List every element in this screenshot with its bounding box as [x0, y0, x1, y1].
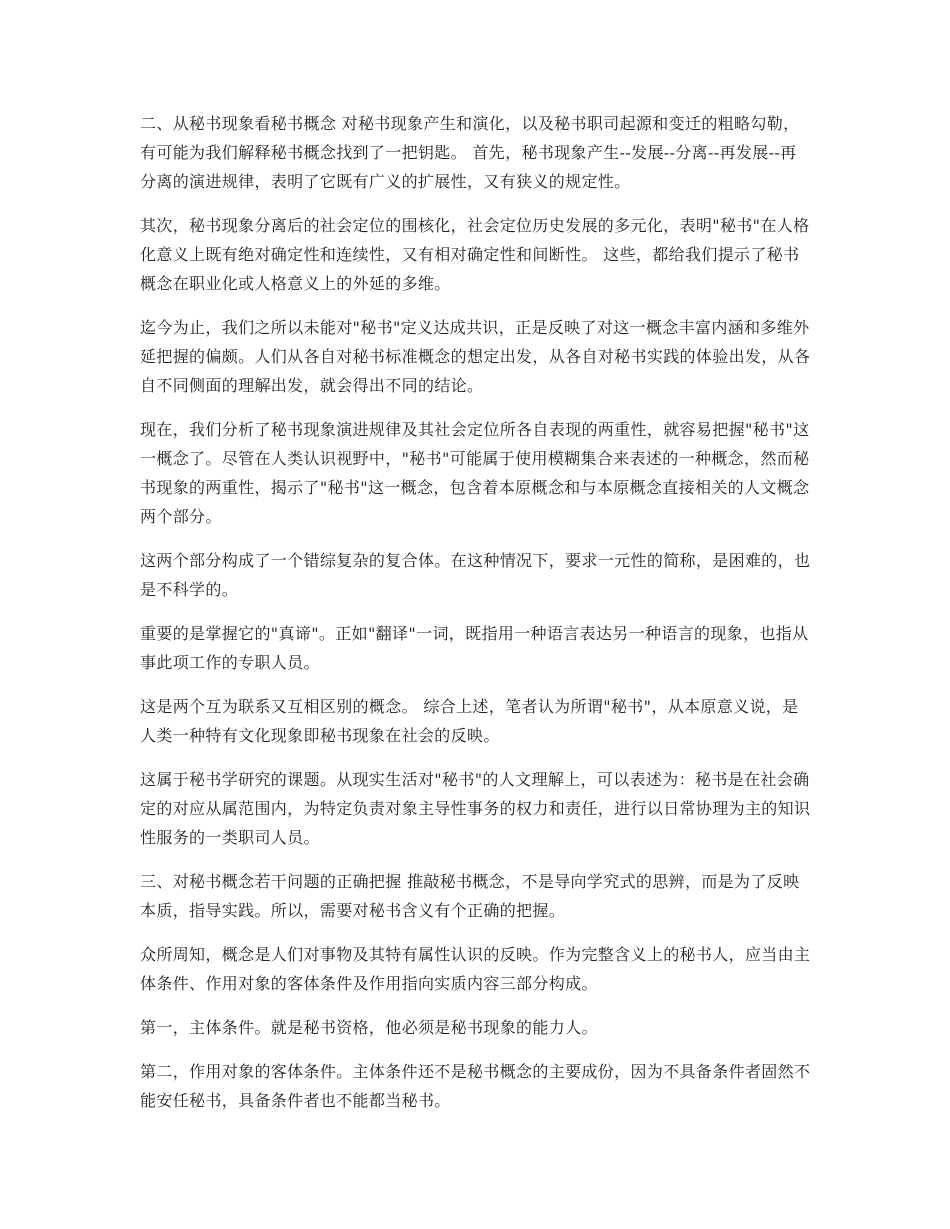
paragraph: 迄今为止，我们之所以未能对"秘书"定义达成共识，正是反映了对这一概念丰富内涵和多维外延把握的偏颇。人们从各自对秘书标准概念的想定出发，从各自对秘书实践的体验出发，从各自不同侧面的理解出发，就会得出不同的结论。: [140, 318, 811, 395]
paragraph: 第一，主体条件。就是秘书资格，他必须是秘书现象的能力人。: [140, 1018, 598, 1037]
paragraph: 三、对秘书概念若干问题的正确把握 推敲秘书概念，不是导向学究式的思辨，而是为了反映本质，指导实践。所以，需要对秘书含义有个正确的把握。: [140, 872, 800, 920]
paragraph: 重要的是掌握它的"真谛"。正如"翻译"一词，既指用一种语言表达另一种语言的现象，也指从事此项工作的专职人员。: [140, 624, 809, 672]
paragraph: 这两个部分构成了一个错综复杂的复合体。在这种情况下，要求一元性的简称，是困难的，也是不科学的。: [140, 551, 811, 599]
paragraph: 二、从秘书现象看秘书概念 对秘书现象产生和演化，以及秘书职司起源和变迁的粗略勾勒，有可能为我们解释秘书概念找到了一把钥匙。 首先，秘书现象产生--发展--分离--再发展--再分离的演进规律，表明了它既有广义的扩展性，又有狭义的规定性。: [140, 114, 800, 191]
paragraph: 这是两个互为联系又互相区别的概念。 综合上述，笔者认为所谓"秘书"，从本原意义说，是人类一种特有文化现象即秘书现象在社会的反映。: [140, 697, 799, 745]
paragraph: 众所周知，概念是人们对事物及其特有属性认识的反映。作为完整含义上的秘书人，应当由主体条件、作用对象的客体条件及作用指向实质内容三部分构成。: [140, 945, 811, 993]
document-body: [140, 109, 812, 1130]
paragraph: 其次，秘书现象分离后的社会定位的围核化，社会定位历史发展的多元化，表明"秘书"在人格化意义上既有绝对确定性和连续性，又有相对确定性和间断性。 这些，都给我们提示了秘书概念在职业化或人格意义上的外延的多维。: [140, 216, 810, 293]
paragraph: 现在，我们分析了秘书现象演进规律及其社会定位所各自表现的两重性，就容易把握"秘书"这一概念了。尽管在人类认识视野中，"秘书"可能属于使用模糊集合来表述的一种概念，然而秘书现象的两重性，揭示了"秘书"这一概念，包含着本原概念和与本原概念直接相关的人文概念两个部分。: [140, 420, 810, 526]
paragraph: 第二，作用对象的客体条件。主体条件还不是秘书概念的主要成份，因为不具备条件者固然不能安任秘书，具备条件者也不能都当秘书。: [140, 1062, 811, 1110]
paragraph: 这属于秘书学研究的课题。从现实生活对"秘书"的人文理解上，可以表述为：秘书是在社会确定的对应从属范围内，为特定负责对象主导性事务的权力和责任，进行以日常协理为主的知识性服务的一类职司人员。: [140, 770, 811, 847]
